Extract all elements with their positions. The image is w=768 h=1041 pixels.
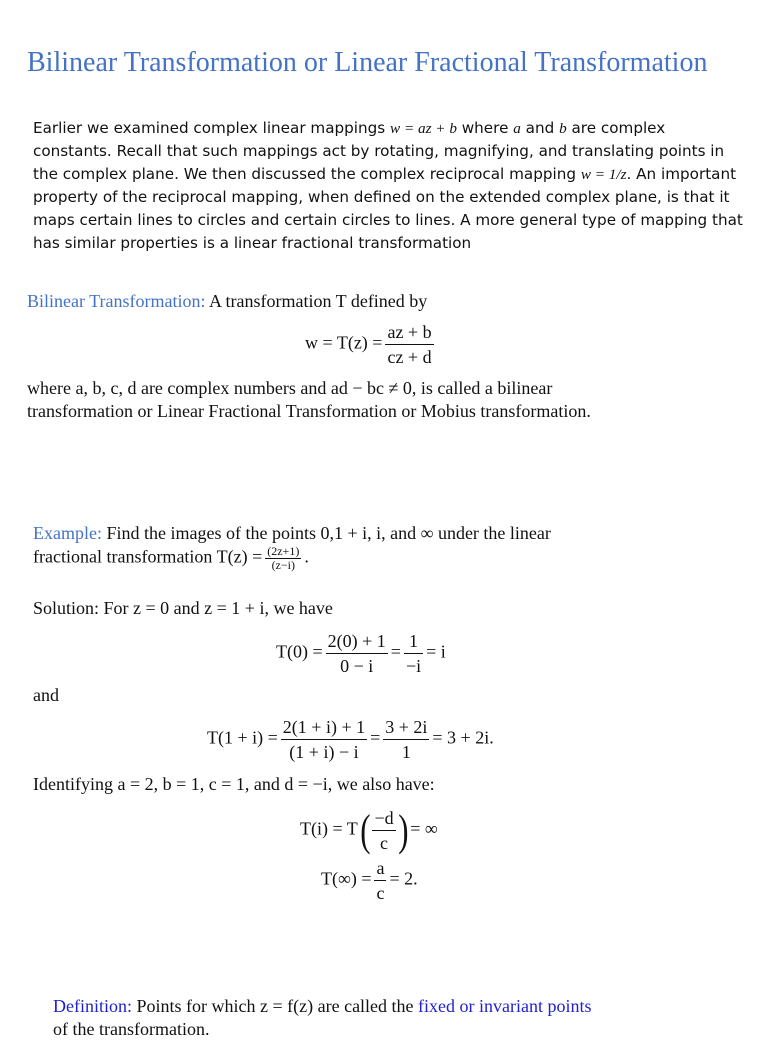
fraction — [383, 715, 429, 764]
fraction-numerator: (2z+1) — [267, 544, 300, 558]
fraction-denominator: (1 + i) − i — [289, 742, 359, 762]
eq-result: = 2. — [389, 868, 418, 889]
definition-label: Definition: — [53, 996, 132, 1016]
fraction — [385, 320, 433, 369]
fraction-denominator: 0 − i — [340, 656, 374, 676]
equation-t0 — [276, 629, 446, 678]
fraction — [281, 715, 367, 764]
bilinear-label: Bilinear Transformation: — [27, 291, 206, 311]
intro-math: b — [559, 120, 567, 137]
example-label: Example: — [33, 523, 102, 543]
identifying-text: Identifying a = 2, b = 1, c = 1, and d = −i, we also have: — [33, 774, 435, 794]
fraction-denominator: cz + d — [387, 347, 432, 367]
paren-right: ) — [397, 805, 409, 855]
definition-continuation: of the transformation. — [53, 1019, 210, 1039]
bilinear-text: A transformation T defined by — [205, 291, 428, 311]
eq-result: = i — [426, 641, 446, 662]
fraction-numerator: 3 + 2i — [383, 715, 429, 740]
eq-operator: = — [370, 727, 381, 748]
fraction — [265, 545, 301, 572]
example-line-2 — [33, 545, 309, 572]
solution-intro: Solution: For z = 0 and z = 1 + i, we have — [33, 598, 333, 618]
bilinear-definition — [27, 290, 427, 313]
intro-math: w = az + b — [390, 120, 457, 137]
fraction-denominator: c — [376, 883, 385, 903]
fraction-numerator: 1 — [404, 629, 423, 654]
example-line-1 — [33, 522, 551, 545]
eq-lhs: w = T(z) = — [305, 332, 383, 353]
bilinear-where-line-1: where a, b, c, d are complex numbers and ad − bc ≠ 0, is called a bilinear — [27, 378, 553, 398]
eq-lhs: T(i) = T — [300, 818, 358, 839]
eq-lhs: T(∞) = — [321, 868, 372, 889]
paren-left: ( — [360, 805, 371, 855]
fraction-numerator: 2(0) + 1 — [326, 629, 388, 654]
intro-math: a — [513, 120, 521, 137]
definition-text: Points for which z = f(z) are called the — [132, 996, 419, 1016]
fraction — [374, 856, 386, 905]
example-text: . — [304, 546, 309, 567]
intro-text: . An important property of the reciprocal mapping, when defined on the extended complex plane, is that it maps certain lines to circles and certain circles to lines. A more general type of mapping that has similar properties is a linear fractional transformation — [33, 165, 743, 252]
eq-result: = ∞ — [410, 818, 438, 839]
equation-t1i — [207, 715, 494, 764]
fraction — [326, 629, 388, 678]
fraction — [372, 806, 395, 855]
fraction-denominator: −i — [405, 656, 422, 676]
fraction-numerator: −d — [372, 806, 395, 831]
and-text: and — [33, 685, 59, 705]
equation-tinf — [321, 856, 418, 905]
intro-text: and — [520, 119, 560, 137]
fraction-numerator: 2(1 + i) + 1 — [281, 715, 367, 740]
bilinear-where-line-2: transformation or Linear Fractional Transformation or Mobius transformation. — [27, 401, 591, 421]
intro-text: Earlier we examined complex linear mappings — [33, 119, 391, 137]
fraction-denominator: c — [380, 833, 389, 853]
eq-operator: = — [390, 641, 401, 662]
intro-text: where — [456, 119, 514, 137]
fraction-denominator: (z−i) — [271, 558, 295, 572]
fixed-points-link[interactable]: fixed or invariant points — [418, 996, 592, 1016]
fraction — [404, 629, 423, 678]
bilinear-equation — [305, 320, 437, 369]
definition-line — [53, 995, 592, 1018]
eq-result: = 3 + 2i. — [432, 727, 494, 748]
intro-text: are complex constants. Recall that such mappings act by rotating, magnifying, and translating points in the complex plane. We then discussed the complex reciprocal mapping — [33, 119, 725, 183]
eq-lhs: T(0) = — [276, 641, 323, 662]
eq-lhs: T(1 + i) = — [207, 727, 278, 748]
example-text: Find the images of the points 0,1 + i, i, and ∞ under the linear — [101, 523, 551, 543]
equation-ti — [300, 806, 438, 855]
fraction-numerator: a — [374, 856, 386, 881]
intro-paragraph — [33, 117, 743, 255]
example-text: fractional transformation T(z) = — [33, 546, 263, 567]
fraction-denominator: 1 — [401, 742, 411, 762]
fraction-numerator: az + b — [385, 320, 433, 345]
intro-math: w = 1/z — [580, 166, 627, 183]
page-title: Bilinear Transformation or Linear Fractional Transformation — [27, 47, 708, 78]
